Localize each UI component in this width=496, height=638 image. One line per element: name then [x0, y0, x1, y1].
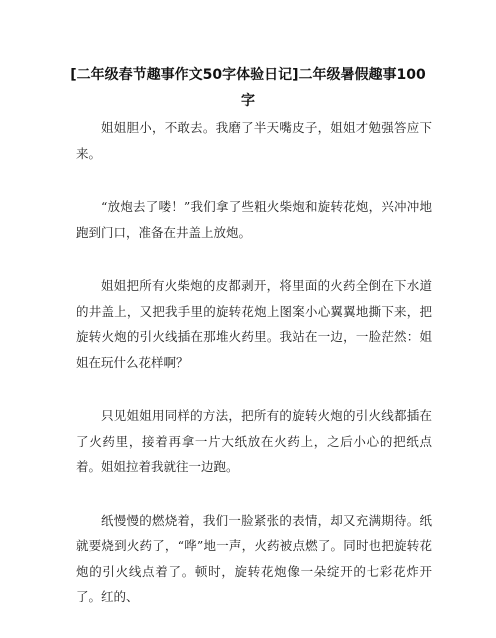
document-title: [二年级春节趣事作文50字体验日记]二年级暑假趣事100字: [70, 67, 426, 109]
paragraph-2: “放炮去了喽！”我们拿了些粗火柴炮和旋转花炮，兴冲冲地跑到门口，准备在井盖上放炮。: [76, 199, 432, 240]
paragraph-5: 纸慢慢的燃烧着，我们一脸紧张的表情，却又充满期待。纸就要烧到火药了，“哗”地一声，火药被点燃了。同时也把旋转花炮的引火线点着了。顿时，旋转花炮像一朵绽开的七彩花炸开了。红的、: [76, 512, 432, 604]
paragraph-1: 姐姐胆小，不敢去。我磨了半天嘴皮子，姐姐才勉强答应下来。: [76, 120, 432, 161]
document-body: [76, 115, 432, 638]
paragraph-3: 姐姐把所有火柴炮的皮都剥开，将里面的火药全倒在下水道的井盖上，又把我手里的旋转花炮上图案小心翼翼地撕下来，把旋转火炮的引火线插在那堆火药里。我站在一边，一脸茫然：姐姐在玩什么花样啊？: [76, 278, 432, 370]
paragraph-4: 只见姐姐用同样的方法，把所有的旋转火炮的引火线都插在了火药里，接着再拿一片大纸放在火药上，之后小心的把纸点着。姐姐拉着我就往一边跑。: [76, 408, 432, 474]
